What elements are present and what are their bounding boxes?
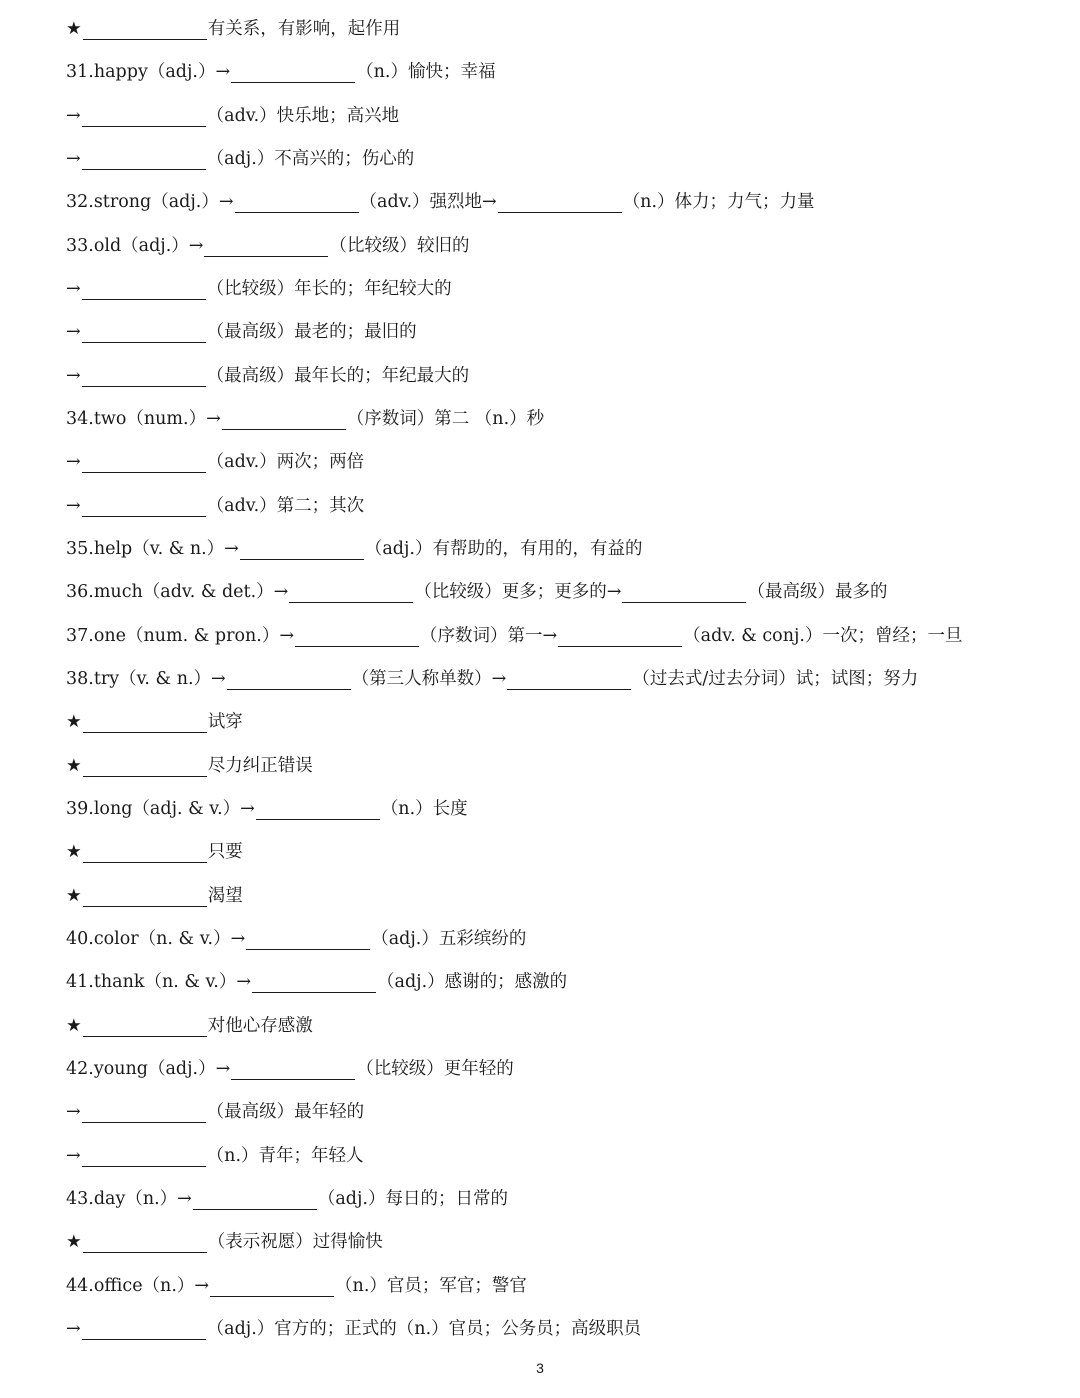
answer-blank[interactable] [82, 366, 206, 387]
line-text: 33.old（adj.）→ [66, 235, 204, 256]
exercise-line [66, 225, 1026, 268]
line-text: （adj.）有帮助的，有用的，有益的 [364, 538, 643, 559]
answer-blank[interactable] [222, 409, 346, 430]
answer-blank[interactable] [231, 1059, 355, 1080]
answer-blank[interactable] [622, 582, 746, 603]
line-text: → [66, 148, 81, 169]
line-text: （adj.）不高兴的；伤心的 [206, 148, 415, 169]
answer-blank[interactable] [82, 322, 206, 343]
line-text: 渴望 [207, 885, 243, 906]
answer-blank[interactable] [83, 756, 207, 777]
line-text: ★ [66, 885, 82, 906]
line-text: 43.day（n.）→ [66, 1188, 192, 1209]
answer-blank[interactable] [256, 799, 380, 820]
exercise-line [66, 138, 1026, 181]
line-text: 34.two（num.）→ [66, 408, 221, 429]
answer-blank[interactable] [289, 582, 413, 603]
line-text: → [66, 1318, 81, 1339]
exercise-line [66, 1005, 1026, 1048]
line-text: 35.help（v. & n.）→ [66, 538, 239, 559]
page-number: 3 [536, 1360, 544, 1376]
line-text: 40.color（n. & v.）→ [66, 928, 246, 949]
exercise-line [66, 745, 1026, 788]
line-text: 39.long（adj. & v.）→ [66, 798, 255, 819]
answer-blank[interactable] [83, 1232, 207, 1253]
answer-blank[interactable] [82, 1319, 206, 1340]
answer-blank[interactable] [193, 1189, 317, 1210]
answer-blank[interactable] [498, 192, 622, 213]
exercise-line [66, 1048, 1026, 1091]
line-text: （n.）愉快；幸福 [356, 62, 496, 83]
line-text: （最高级）最年轻的 [206, 1102, 365, 1123]
answer-blank[interactable] [82, 106, 206, 127]
line-text: （表示祝愿）过得愉快 [207, 1232, 383, 1253]
line-text: （adv.）第二；其次 [206, 495, 365, 516]
exercise-line [66, 788, 1026, 831]
line-text: （第三人称单数）→ [351, 668, 507, 689]
line-text: → [66, 278, 81, 299]
exercise-line [66, 658, 1026, 701]
line-text: （adv.）快乐地；高兴地 [206, 105, 400, 126]
line-text: 对他心存感激 [207, 1015, 313, 1036]
exercise-line [66, 355, 1026, 398]
line-text: ★ [66, 842, 82, 863]
exercise-line [66, 571, 1026, 614]
line-text: （n.）青年；年轻人 [206, 1145, 364, 1166]
answer-blank[interactable] [295, 626, 419, 647]
answer-blank[interactable] [558, 626, 682, 647]
answer-blank[interactable] [83, 842, 207, 863]
exercise-list [66, 8, 1026, 1351]
line-text: （过去式/过去分词）试；试图；努力 [632, 668, 919, 689]
line-text: 只要 [207, 842, 243, 863]
answer-blank[interactable] [507, 669, 631, 690]
line-text: ★ [66, 1015, 82, 1036]
line-text: 32.strong（adj.）→ [66, 192, 234, 213]
line-text: （n.）官员；军官；警官 [335, 1275, 527, 1296]
answer-blank[interactable] [82, 149, 206, 170]
line-text: 38.try（v. & n.）→ [66, 668, 226, 689]
line-text: 42.young（adj.）→ [66, 1058, 231, 1079]
exercise-line [66, 615, 1026, 658]
answer-blank[interactable] [82, 1146, 206, 1167]
answer-blank[interactable] [82, 496, 206, 517]
line-text: ★ [66, 712, 82, 733]
line-text: （adj.）五彩缤纷的 [371, 928, 527, 949]
answer-blank[interactable] [227, 669, 351, 690]
line-text: （adj.）感谢的；感激的 [377, 972, 568, 993]
line-text: （比较级）年长的；年纪较大的 [206, 278, 452, 299]
line-text: 31.happy（adj.）→ [66, 62, 231, 83]
line-text: （n.）体力；力气；力量 [622, 192, 815, 213]
line-text: → [66, 1102, 81, 1123]
exercise-line [66, 701, 1026, 744]
answer-blank[interactable] [204, 236, 328, 257]
exercise-line [66, 875, 1026, 918]
answer-blank[interactable] [82, 1102, 206, 1123]
line-text: （比较级）更多；更多的→ [414, 582, 622, 603]
line-text: 37.one（num. & pron.）→ [66, 625, 294, 646]
line-text: （序数词）第一→ [420, 625, 558, 646]
exercise-line [66, 268, 1026, 311]
answer-blank[interactable] [83, 1016, 207, 1037]
exercise-line [66, 961, 1026, 1004]
answer-blank[interactable] [246, 929, 370, 950]
exercise-line [66, 528, 1026, 571]
exercise-line [66, 918, 1026, 961]
line-text: 44.office（n.）→ [66, 1275, 210, 1296]
line-text: 41.thank（n. & v.）→ [66, 972, 252, 993]
line-text: （比较级）更年轻的 [356, 1058, 514, 1079]
answer-blank[interactable] [210, 1276, 334, 1297]
exercise-line [66, 1091, 1026, 1134]
line-text: （最高级）最多的 [747, 582, 888, 603]
line-text: → [66, 452, 81, 473]
exercise-line [66, 831, 1026, 874]
line-text: → [66, 105, 81, 126]
line-text: （比较级）较旧的 [329, 235, 470, 256]
exercise-line [66, 181, 1026, 224]
line-text: → [66, 365, 81, 386]
answer-blank[interactable] [82, 452, 206, 473]
exercise-line [66, 8, 1026, 51]
line-text: 试穿 [207, 712, 243, 733]
answer-blank[interactable] [83, 886, 207, 907]
line-text: ★ [66, 19, 82, 39]
exercise-line [66, 1178, 1026, 1221]
line-text: 36.much（adv. & det.）→ [66, 582, 289, 603]
line-text: 有关系，有影响，起作用 [207, 19, 401, 39]
line-text: → [66, 495, 81, 516]
line-text: （最高级）最老的；最旧的 [206, 322, 417, 343]
exercise-line [66, 1308, 1026, 1351]
answer-blank[interactable] [83, 19, 207, 40]
line-text: （adj.）官方的；正式的（n.）官员；公务员；高级职员 [206, 1318, 642, 1339]
exercise-line [66, 398, 1026, 441]
exercise-line [66, 51, 1026, 94]
answer-blank[interactable] [235, 192, 359, 213]
line-text: （最高级）最年长的；年纪最大的 [206, 365, 470, 386]
line-text: → [66, 322, 81, 343]
exercise-line [66, 95, 1026, 138]
answer-blank[interactable] [82, 279, 206, 300]
line-text: （序数词）第二 （n.）秒 [346, 408, 545, 429]
line-text: （adj.）每日的；日常的 [317, 1188, 508, 1209]
exercise-line [66, 1265, 1026, 1308]
line-text: （adv. & conj.）一次；曾经；一旦 [683, 625, 963, 646]
line-text: 尽力纠正错误 [207, 755, 313, 776]
answer-blank[interactable] [83, 712, 207, 733]
answer-blank[interactable] [231, 62, 355, 83]
exercise-line [66, 441, 1026, 484]
line-text: （n.）长度 [380, 798, 468, 819]
exercise-line [66, 1221, 1026, 1264]
exercise-line [66, 485, 1026, 528]
line-text: → [66, 1145, 81, 1166]
exercise-line [66, 1135, 1026, 1178]
line-text: ★ [66, 755, 82, 776]
answer-blank[interactable] [252, 972, 376, 993]
line-text: （adv.）强烈地→ [359, 192, 497, 213]
line-text: （adv.）两次；两倍 [206, 452, 365, 473]
exercise-line [66, 311, 1026, 354]
line-text: ★ [66, 1232, 82, 1253]
answer-blank[interactable] [240, 539, 364, 560]
